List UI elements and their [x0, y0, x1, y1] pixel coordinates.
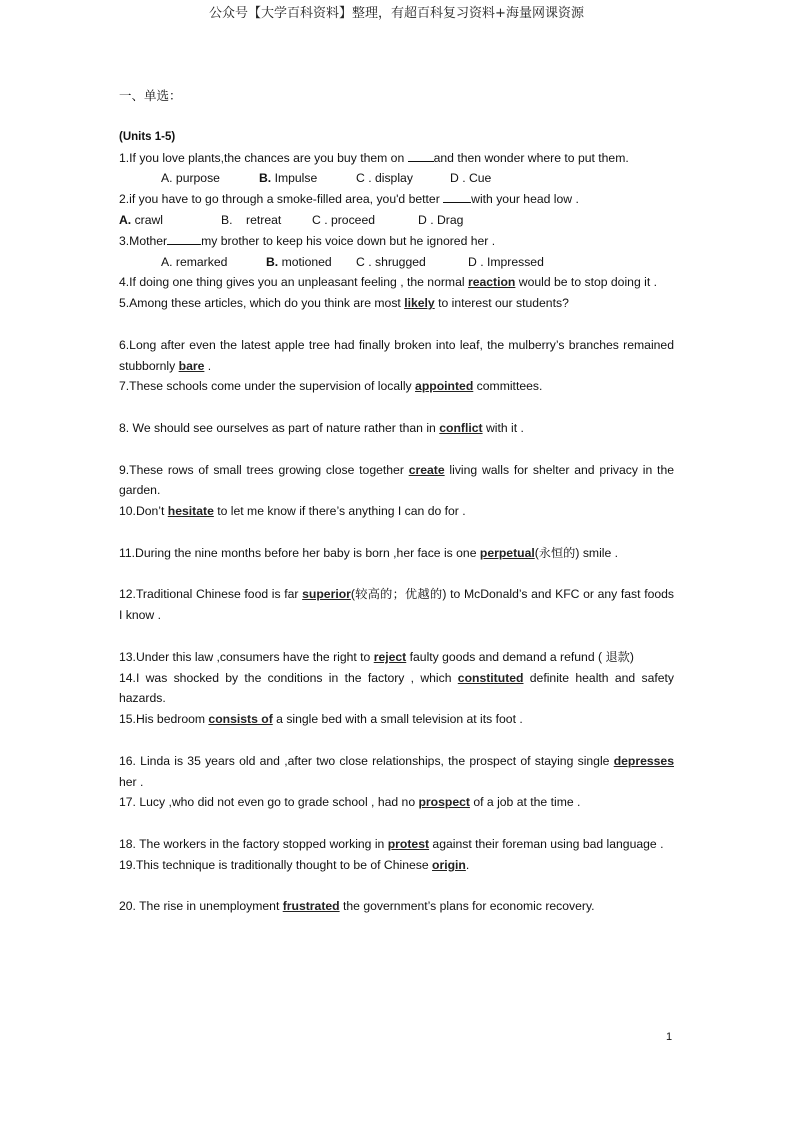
question-7: 7.These schools come under the supervision of locally appointed committees. [119, 379, 543, 394]
question-16: 16. Linda is 35 years old and ,after two close relationships, the prospect of staying single depresses her . [119, 753, 674, 789]
question-8: 8. We should see ourselves as part of nature rather than in conflict with it . [119, 420, 524, 435]
unit-label: (Units 1-5) [119, 130, 176, 143]
question-9: 9.These rows of small trees growing close together create living walls for shelter and privacy in the garden. [119, 462, 674, 498]
question-10: 10.Don’t hesitate to let me know if there’s anything I can do for . [119, 504, 466, 519]
question-18: 18. The workers in the factory stopped working in protest against their foreman using bad language . [119, 836, 664, 851]
question-19: 19.This technique is traditionally thought to be of Chinese origin. [119, 857, 470, 872]
question-3-options: A. remarked B. motioned C . shrugged D . Impressed [161, 254, 544, 269]
question-4: 4.If doing one thing gives you an unpleasant feeling , the normal reaction would be to stop doing it . [119, 275, 657, 290]
question-2-options: A. crawl B. retreat C . proceed D . Drag [119, 212, 464, 227]
question-17: 17. Lucy ,who did not even go to grade school , had no prospect of a job at the time . [119, 795, 581, 810]
question-13: 13.Under this law ,consumers have the right to reject faulty goods and demand a refund ( 退款) [119, 649, 634, 664]
document-body [119, 86, 674, 917]
question-14: 14.I was shocked by the conditions in the factory , which constituted definite health and safety hazards. [119, 670, 674, 706]
question-3: 3.Mother my brother to keep his voice down but he ignored her . [119, 231, 674, 252]
question-1: 1.If you love plants,the chances are you buy them on and then wonder where to put them. [119, 148, 674, 169]
page-header: 公众号【大学百科资料】整理，有超百科复习资料+海量网课资源 [209, 6, 584, 21]
answer-blank [443, 189, 471, 203]
question-1-options: A. purpose B. Impulse C . display D . Cue [161, 171, 492, 186]
question-15: 15.His bedroom consists of a single bed with a small television at its foot . [119, 712, 523, 727]
question-11: 11.During the nine months before her baby is born ,her face is one perpetual(永恒的) smile . [119, 545, 619, 560]
answer-blank [408, 148, 434, 162]
question-5: 5.Among these articles, which do you think are most likely to interest our students? [119, 296, 569, 311]
page-number: 1 [666, 1031, 673, 1043]
question-20: 20. The rise in unemployment frustrated the government’s plans for economic recovery. [119, 899, 595, 914]
answer-blank [167, 231, 201, 245]
question-12: 12.Traditional Chinese food is far superior(较高的；优越的) to McDonald’s and KFC or any fast foods I know . [119, 587, 675, 623]
question-2: 2.if you have to go through a smoke-filled area, you'd better with your head low . [119, 189, 674, 210]
section-title: 一、单选： [119, 88, 182, 103]
question-6: 6.Long after even the latest apple tree had finally broken into leaf, the mulberry’s branches remained stubbornly bare . [119, 337, 674, 373]
